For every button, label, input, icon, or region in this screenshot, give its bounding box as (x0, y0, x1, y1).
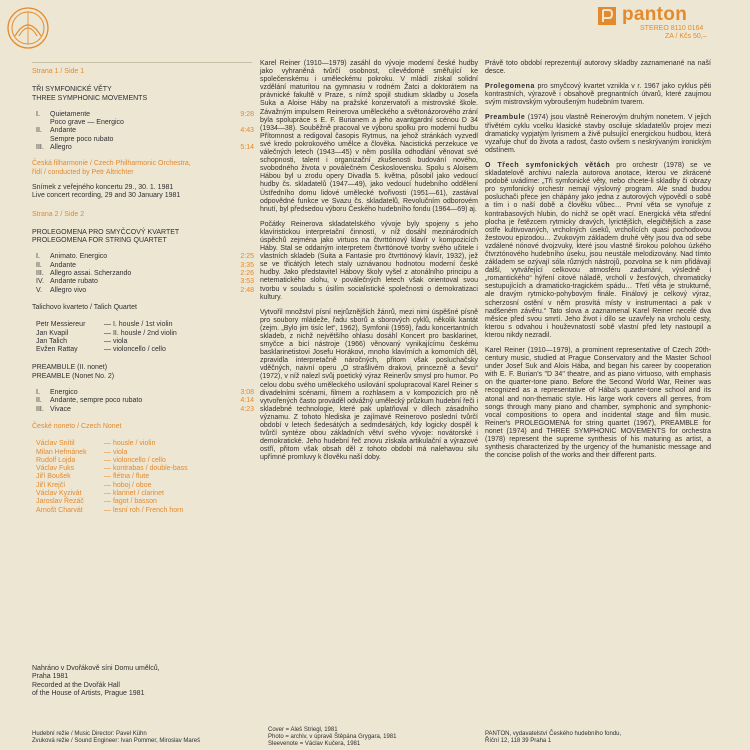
credit-line: Zvuková režie / Sound Engineer: Ivan Pommer, Miroslav Mareš (32, 738, 201, 744)
musician-row: Rudolf Lojda — violoncello / cello (36, 456, 166, 464)
venue-line: of the House of Artists, Prague 1981 (32, 689, 145, 697)
publisher-line: Říční 12, 118 39 Praha 1 (485, 738, 552, 744)
footer-credits-mid (268, 727, 396, 748)
recording-note-en: Live concert recording, 29 and 30 January 1981 (32, 192, 181, 200)
performer-line: Česká filharmonie / Czech Philharmonic Orchestra, (32, 160, 191, 168)
brand-name: panton (622, 4, 688, 25)
side1-title-en: THREE SYMPHONIC MOVEMENTS (32, 94, 148, 102)
publisher-line: PANTON, vydavatelství Českého hudebního fondu, (485, 731, 622, 737)
musician-row: Jiří Krejčí — hoboj / oboe (36, 481, 152, 489)
side2-title-cz: PROLEGOMENA PRO SMYČCOVÝ KVARTET (32, 228, 180, 236)
musician-row: Jaroslav Řezáč — fagot / basson (36, 498, 157, 506)
track-row: II. Andante, sempre poco rubato 4:14 (36, 397, 254, 405)
credit-line: Cover = Aleš Striegl, 1981 (268, 727, 338, 733)
track-row: II. Andante 4:43 (36, 127, 254, 135)
musician-row: Jan Talich — viola (36, 337, 128, 345)
track-row: III. Allegro assai. Scherzando 2:26 (36, 270, 254, 278)
essay-paragraph: Vytvořil množství písní nejrůznějších žánrů, mezi nimi úspěšné písně pro soubory mládeže, řadu sborů a sborových cyklů, několik kantát (zejm. „Bylo jim tisíc let“, 1962), Symfonii (1959), řadu koncertantních skladeb, z nichž největšího ohlasu dosáhl Koncert pro basklarinet, smyčce a bicí nástroje (1966) věnovaný vynikajícímu českému basklarinetistovi Josefu Horákovi, mnoho klavírních a komorních děl, zpravidla interpretačně náročných, přitom však posluchačsky vděčných, naivní operu „O strašlivém drakovi, princezně a ševci“ (1972), v níž nalezl svůj poetický výraz Reinerův smysl pro humor. Po celou dobu svého uměleckého usilování spolupracoval Karel Reiner s divadelními scénami, filmem a rozhlasem a v kompozicích pro ně vytvořených často prováděl odvážný umělecký průzkum hudební řeči i skladebné technologie, které pak uplatňoval v dílech zásadního významu. Z tohoto hlediska je zajímavé Reinerovo poslední tvůrčí období v letech šedesátých a sedmdesátých, kdy logicky dospěl k tvůrčí syntéze obou základních větví svého vývoje: novátorské i demokratické. Jeho hudební řeč znovu získala artikulační a výrazové ostří, přitom však obsah děl z tohoto období má nalehavou silu upřímné promluvy k člověku naší doby. (260, 308, 478, 462)
nonet-name: České noneto / Czech Nonet (32, 422, 122, 430)
track-row: III. Vivace 4:23 (36, 405, 254, 413)
label-logo (6, 6, 50, 50)
musician-row: Arnošt Charvát — lesní roh / French horn (36, 506, 184, 514)
quartet-name: Talichovo kvarteto / Talich Quartet (32, 303, 137, 311)
track-row: I. Animato. Energico 2:25 (36, 253, 254, 261)
musician-row: Jan Kvapil — II. housle / 2nd violin (36, 329, 177, 337)
track-subtitle: Sempre poco rubato (50, 135, 114, 143)
track-row: V. Allegro vivo 2:48 (36, 286, 254, 294)
top-divider (32, 62, 252, 63)
essay-paragraph (485, 114, 711, 154)
side1-heading: Strana 1 / Side 1 (32, 68, 85, 75)
essay-english: Karel Reiner (1910—1979), a prominent representative of Czech 20th-century music, studied at Prague Conservatory and the Master School under Josef Suk and Alois Hába, and began his career by cooperation with E. F. Burian's "D 34" theatre, and as piano virtuoso, with emphasis on the quarter-tone piano. Before the Second World War, Reiner was recognized as a representative of Hába's quarter-tone school and its atonal and non-thematic style. His large work covers all genres, from songs through many piano and chamber, symphonic and symphonic-vocal compositions to opera and incidental stage and film music. Reiner's PROLEGOMENA for string quartet (1967), PREAMBLE for nonet (1974) and THREE SYMPHONIC MOVEMENTS for orchestra (1978) represent the supreme synthesis of his maturing as artist, a synthesis characterized by the urgency of the humanistic message and the concise polish of the works and their different parts. (485, 347, 711, 460)
essay-column-2 (260, 60, 478, 470)
preamble-title-cz: PREAMBULE (II. nonet) (32, 364, 108, 372)
musician-row: Václav Snítil — housle / violin (36, 440, 156, 448)
track-row: IV. Andante rubato 3:53 (36, 278, 254, 286)
musician-row: Václav Fuks — kontrabas / double-bass (36, 465, 188, 473)
recording-note-cz: Snímek z veřejného koncertu 29., 30. 1. 1981 (32, 183, 174, 191)
essay-paragraph (485, 162, 711, 340)
side2-title-en: PROLEGOMENA FOR STRING QUARTET (32, 237, 167, 245)
essay-paragraph (485, 83, 711, 107)
essay-column-3 (485, 60, 711, 467)
venue-line: Nahráno v Dvořákově síni Domu umělců, (32, 665, 160, 672)
work-title: Prolegomena (485, 83, 535, 91)
essay-paragraph: Počátky Reinerova skladatelského vývoje byly spojeny s jeho klavíristickou interpretační činností, v níž dosáhl mezinárodních úspěchů zejména jako virtuos na čtvrttónový klavír v kompozicích Háby. Stal se oddaným interpretem čtvrttónové tvorby svého učitele i vlastních skladeb (Suita a Fantasie pro čtvrttónový klavír, 1932), jež se ve třicátých letech staly uznávanou hodnotou moderní české hudby. Jako představitel Hábovy školy vyšel z atonálního principu a netematického slohu, v poválečných letech však orientoval svou tvorbu v souladu s úsilím socialistické společnosti o demokratizaci kultury. (260, 220, 478, 301)
track-row: I. Quietamente 9:28 (36, 110, 254, 118)
panton-logo-icon (598, 7, 616, 25)
credit-line: Sleevenote = Václav Kučera, 1981 (268, 741, 361, 747)
side2-heading: Strana 2 / Side 2 (32, 210, 85, 218)
musician-row: Milan Hefmánek — viola (36, 448, 128, 456)
venue-line: Praha 1981 (32, 673, 69, 681)
essay-text: pro orchestr (1978) se ve skladatelově archivu nalezla autorova anotace, kterou ve zkrácené podobě uvádíme: „Tři symfonické věty, nebo chcete-li skladby či obrazy pro symfonický orchestr nemají výslovný program. Ale snad budou posluchači přece jen chápány jako jedna z autorových výpovědí o sobě a tím i o naší době a člověku vůbec… První věta se vynořuje z kontrabasových hlubin, do nichž se opět vrací. Energická věta střední plocha je řetězcem rytmicky dravých, lyrictějších, elegičtějších a zase ostře kultivovaných, vrcholných úseků, vrcholících quasi pochodovou žestovou epizodou… Zvukovým základem druhé věty jsou dva od sebe vzdálené nónové dvojzvuky, které jsou vlastně širokou polohou úzkého čtvrztónového hudebního úseku, jsou neustále melodizovány. Nad tímto základem se ozývají sóla různých nástrojů, pozvolna se k nim přidávají další, vytvářející celkovou atmosféru zadumání, výsledně i „romantického“ hýření citové náladě, vrcholí v žesťových, chromaticky sestupujících a dramaticko-tragickém spádu… Třetí věta je strukturně, ale dravým rytmicko-pohybovým finále. Finálový je celkový výraz, scherzosní ostění v něm prosvítá místy v instrumentaci a pak v nadšeném závěru.“ Tato slova a zaznamenal Karel Reiner necelé dva měsíce před svou smrtí. Jeho život i dílo se uzavřely na vrcholu cesty, kterou s odvahou i houževnatostí sobě vlastní před lety nastoupil a kterou nikdy nezradil. (485, 161, 711, 339)
work-title: O Třech symfonických větách (485, 161, 611, 169)
conductor-line: řídí / conducted by Petr Altrichter (32, 168, 134, 176)
musician-row: Jiří Boušek — flétna / flute (36, 473, 150, 481)
track-listing (32, 68, 254, 515)
venue-line: Recorded at the Dvořák Hall (32, 681, 120, 689)
essay-paragraph: Karel Reiner (1910—1979) zasáhl do vývoje moderní české hudby jako vyhraněná tvůrčí osobnost, cílevědomě směřující ke společenskému i uměleckému pokroku. V mládí získal solidní vzdělání maturitou na gymnasiu v rodném Žatci a doktorátem na právnické fakultě v Praze, s nímž spojil studium skladby u Josefa Suka a Aloise Háby na pražské konzervatoři a mistrovské škole. Závažným impulsem Reinerova uměleckého a světonázorového zrání byla spolupráce s E. F. Burianem a jeho avantgardní scénou D 34 (1934—38). Souběžně pracoval ve výboru spolku pro moderní hudbu Přítomnost a redigoval časopis Rytmus, na jehož stránkách vyzvedl své kredo pokrokového umělce a člověka. Nacistická perzekuce ve válečných letech (1943—45) v něm posílila odhodlání věnovat své schopnosti, talent i organizační zkušenosti budování nového, svobodného života v poválečném Československu. Spolu s Aloisem Hábou byl u zrodu opery Divadla 5. května, působil jako vedoucí hudby čs. skladatelů (1947—49), jako vedoucí hudebního oddělení Ústředního domu lidové umělecké tvořivosti (1951—61), zastával odpovědné funkce ve Svazu čs. skladatelů, Revolučním odborovém hnutí, byl předsedou výboru Českého hudebního fondu (1964—69) aj. (260, 60, 478, 213)
preamble-title-en: PREAMBLE (Nonet No. 2) (32, 372, 115, 380)
recording-venue (32, 665, 252, 698)
footer-credits-left (32, 731, 200, 745)
essay-paragraph: Právě toto období reprezentují autorovy skladby zaznamenané na naší desce. (485, 60, 711, 76)
price: ZA / Kčs 50,– (665, 33, 707, 40)
track-row: III. Allegro 5:14 (36, 144, 254, 152)
credit-line: Hudební režie / Music Director: Pavel Kühn (32, 731, 147, 737)
side1-title-cz: TŘI SYMFONICKÉ VĚTY (32, 86, 112, 94)
musician-row: Petr Messiereur — I. housle / 1st violin (36, 321, 173, 329)
essay-text: pro smyčcový kvartet vznikla v r. 1967 jako cyklus pěti kontrastních, výrazově i obsahově pregnantních útvarů, které zaujmou svým mistrovským vybroušeným hudebním tvarem. (485, 83, 711, 107)
footer-publisher (485, 731, 621, 745)
work-title: Preambule (485, 114, 526, 122)
catalog-number: STEREO 8110 0164 (640, 25, 704, 32)
musician-row: Václav Kyzivát — klarinet / clarinet (36, 489, 164, 497)
track-subtitle: Poco grave — Energico (50, 119, 124, 127)
track-row: II. Andante 3:35 (36, 261, 254, 269)
essay-text: (1974) jsou vlastně Reinerovým druhým nonetem. V jejich třívětém cyklu vcelku klasické stavby osciluje skladatelův projev mezi dramaticky vypjatým lyrismem a živě pulsující energickou hudbou, která vyzařuje chuť do života a radost, často ovšem s neskrývaným ironickým odstínem. (485, 114, 711, 154)
credit-line: Photo = archiv, v úpravě Štěpána Grygara, 1981 (268, 734, 397, 740)
musician-row: Evžen Rattay — violoncello / cello (36, 346, 166, 354)
track-row: I. Energico 3:08 (36, 389, 254, 397)
